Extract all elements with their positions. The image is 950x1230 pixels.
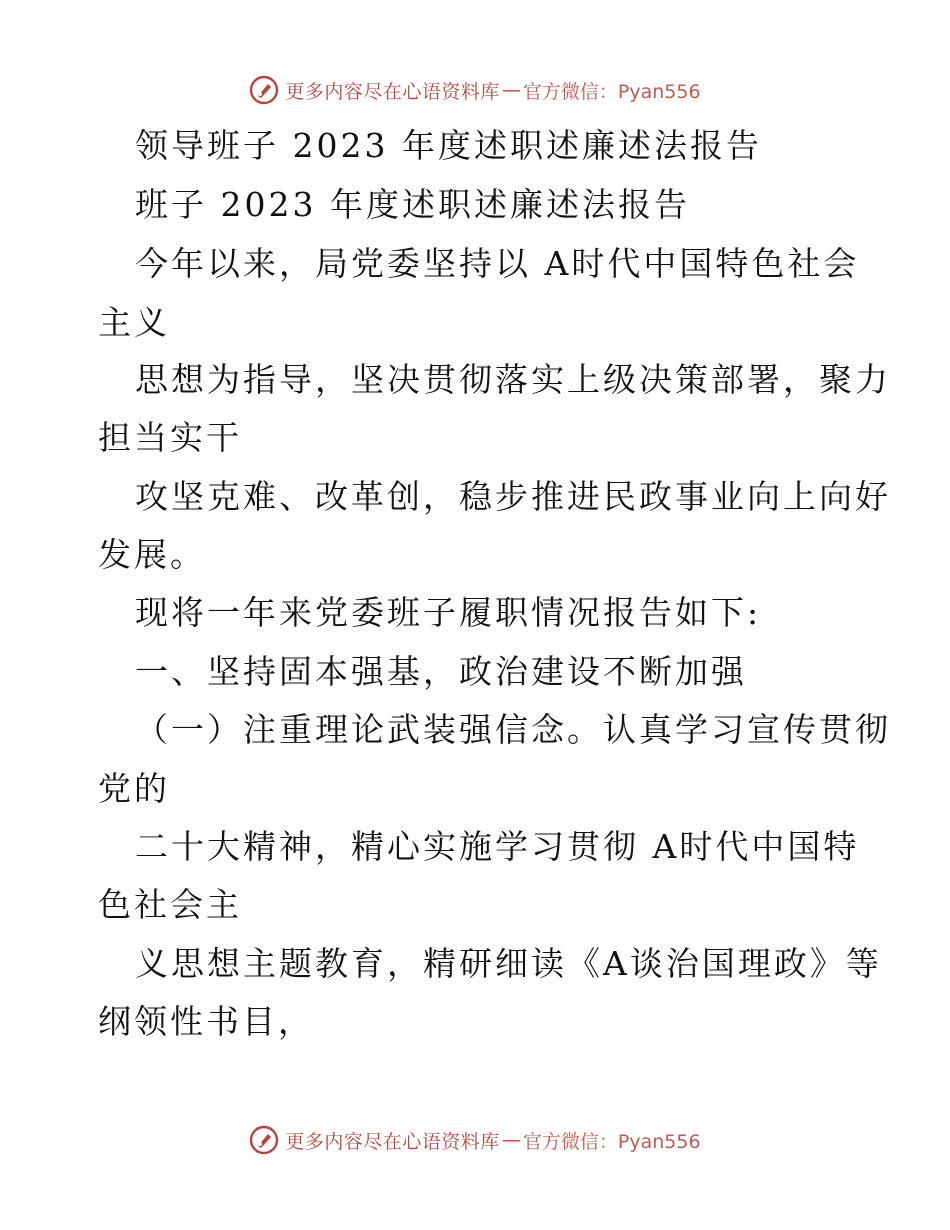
header-watermark (0, 70, 950, 110)
watermark-dash: — (501, 79, 521, 101)
watermark-wechat: 官方微信：Pyan556 (522, 80, 701, 103)
watermark-text: 更多内容尽在心语资料库 (285, 1130, 500, 1153)
paragraph-line: 担当实干 (98, 418, 242, 457)
paragraph-line: 义思想主题教育，精研细读《A谈治国理政》等 (135, 944, 882, 983)
watermark-wechat: 官方微信：Pyan556 (522, 1130, 701, 1153)
watermark-text: 更多内容尽在心语资料库 (285, 80, 500, 103)
paragraph-line: 色社会主 (98, 885, 242, 924)
watermark-dash: — (501, 1129, 521, 1151)
paragraph-line: 发展。 (98, 535, 206, 574)
subsection-heading: （一）注重理论武装强信念。认真学习宣传贯彻 (135, 710, 891, 749)
paragraph-line: 主义 (98, 303, 170, 342)
paragraph-line: 现将一年来党委班子履职情况报告如下: (135, 593, 762, 632)
report-subtitle: 班子 2023 年度述职述廉述法报告 (135, 185, 690, 224)
section-heading: 一、坚持固本强基，政治建设不断加强 (135, 652, 747, 691)
paragraph-line: 思想为指导，坚决贯彻落实上级决策部署，聚力 (135, 360, 891, 399)
paragraph-line: 纲领性书目， (98, 1002, 314, 1041)
paragraph-line: 党的 (98, 769, 170, 808)
paragraph-line: 今年以来，局党委坚持以 A时代中国特色社会 (135, 244, 860, 283)
pen-nib-circle-icon (249, 1125, 279, 1155)
report-title: 领导班子 2023 年度述职述廉述法报告 (135, 126, 762, 165)
footer-watermark (0, 1120, 950, 1160)
pen-nib-circle-icon (249, 75, 279, 105)
paragraph-line: 二十大精神，精心实施学习贯彻 A时代中国特 (135, 827, 860, 866)
paragraph-line: 攻坚克难、改革创，稳步推进民政事业向上向好 (135, 477, 891, 516)
